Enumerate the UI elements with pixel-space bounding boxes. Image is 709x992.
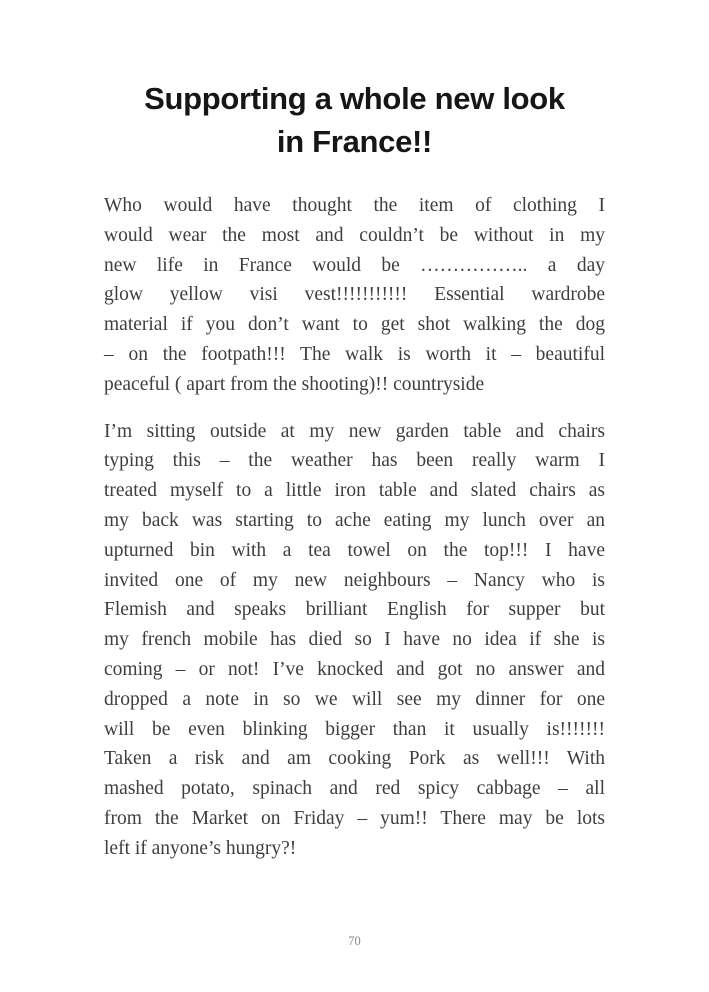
- text-line: from the Market on Friday – yum!! There may be lots: [104, 807, 605, 829]
- text-line: Flemish and speaks brilliant English for supper but: [104, 599, 605, 621]
- text-line: material if you don’t want to get shot walking the dog: [104, 314, 605, 336]
- text-line: coming – or not! I’ve knocked and got no answer and: [104, 658, 605, 680]
- book-page: [104, 0, 605, 992]
- page-title: [104, 77, 605, 163]
- text-line: typing this – the weather has been really warm I: [104, 450, 605, 472]
- text-line: I’m sitting outside at my new garden table and chairs: [104, 420, 605, 442]
- text-line: peaceful ( apart from the shooting)!! countryside: [104, 373, 485, 395]
- text-line: left if anyone’s hungry?!: [104, 837, 297, 859]
- text-line: Who would have thought the item of clothing I: [104, 195, 605, 216]
- text-line: glow yellow visi vest!!!!!!!!!!! Essential wardrobe: [104, 284, 605, 306]
- body-text: [104, 191, 605, 864]
- text-line: new life in France would be …………….. a day: [104, 254, 605, 276]
- text-line: would wear the most and couldn’t be without in my: [104, 224, 605, 246]
- text-line: – on the footpath!!! The walk is worth it – beautiful: [104, 343, 605, 365]
- text-line: mashed potato, spinach and red spicy cabbage – all: [104, 778, 605, 800]
- text-line: dropped a note in so we will see my dinner for one: [104, 688, 605, 710]
- text-line: my french mobile has died so I have no idea if she is: [104, 629, 605, 651]
- paragraph: [104, 191, 605, 400]
- page-number: 70: [348, 934, 361, 948]
- paragraph: [104, 417, 605, 864]
- text-line: treated myself to a little iron table and slated chairs as: [104, 480, 605, 502]
- title-line-2: in France!!: [276, 124, 433, 159]
- text-line: invited one of my new neighbours – Nancy who is: [104, 569, 605, 591]
- text-line: upturned bin with a tea towel on the top!!! I have: [104, 539, 605, 561]
- text-line: my back was starting to ache eating my lunch over an: [104, 509, 605, 531]
- text-line: will be even blinking bigger than it usually is!!!!!!!: [104, 718, 605, 740]
- title-line-1: Supporting a whole new look: [144, 81, 565, 116]
- text-line: Taken a risk and am cooking Pork as well!!! With: [104, 748, 605, 770]
